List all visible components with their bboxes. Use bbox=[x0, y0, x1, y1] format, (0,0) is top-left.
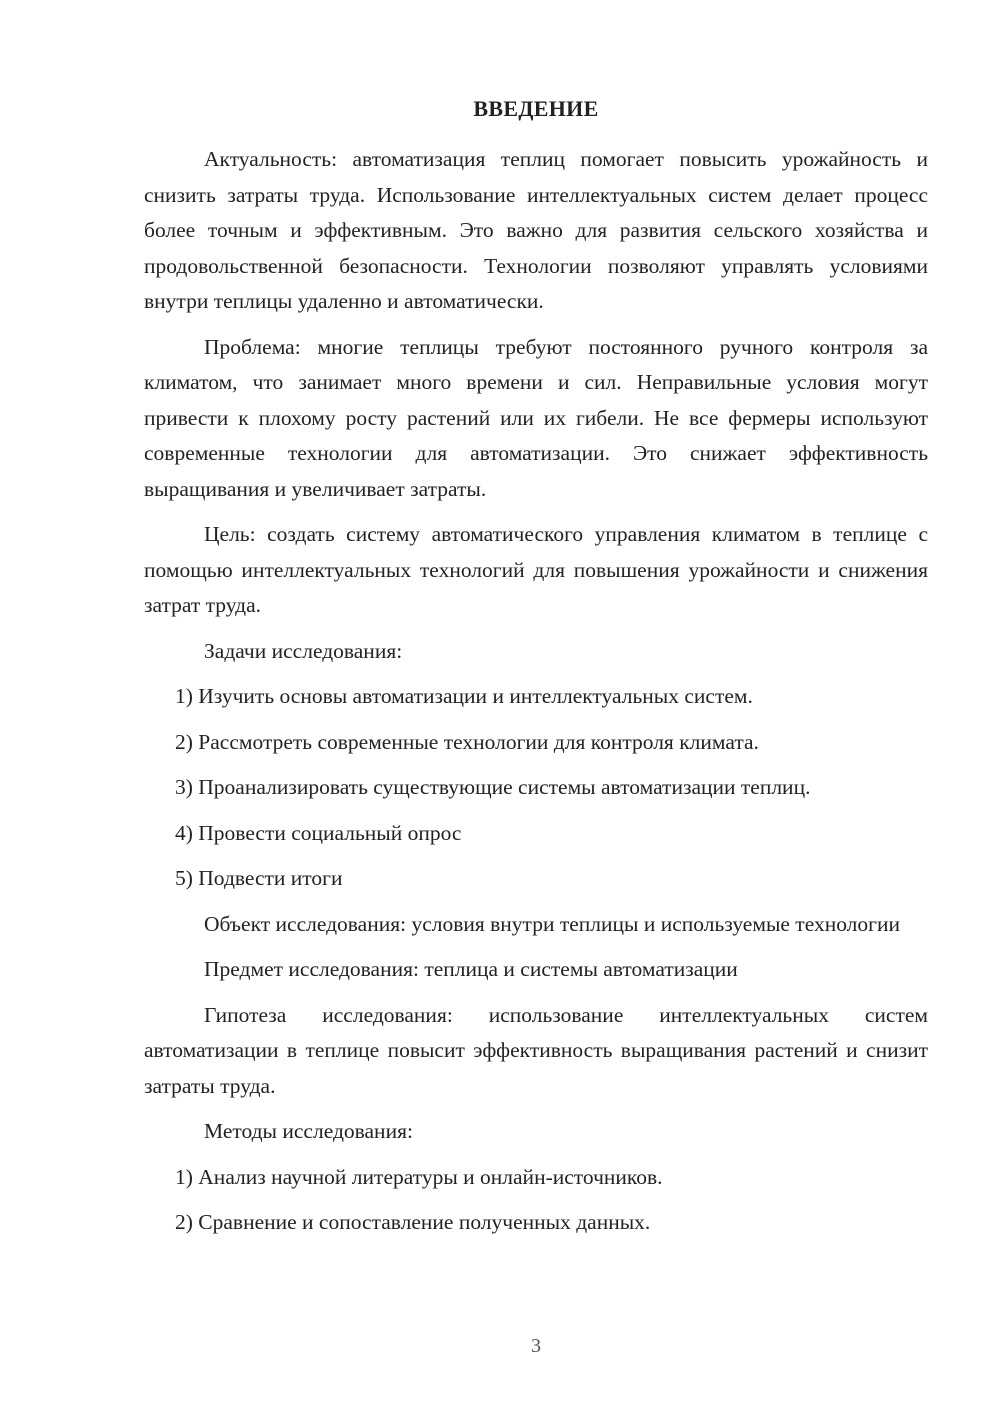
page-number: 3 bbox=[531, 1335, 541, 1357]
list-item: 4) Провести социальный опрос bbox=[175, 820, 462, 845]
methods-heading: Методы исследования: bbox=[204, 1119, 413, 1143]
page-title: ВВЕДЕНИЕ bbox=[473, 96, 599, 121]
list-item: 5) Подвести итоги bbox=[175, 866, 343, 890]
paragraph-hypothesis: Гипотеза исследования: использование интеллектуальных систем автоматизации в теплице повысит эффективность выращивания растений и снизит затраты труда. bbox=[144, 1002, 928, 1098]
tasks-heading: Задачи исследования: bbox=[204, 638, 403, 663]
paragraph-problem: Проблема: многие теплицы требуют постоянного ручного контроля за климатом, что занимает много времени и сил. Неправильные условия могут привести к плохому росту растений или их гибели. Не все фермеры используют современные технологии для автоматизации. Это снижает эффективность выращивания и увеличивает затраты. bbox=[144, 334, 928, 501]
paragraph-relevance: Актуальность: автоматизация теплиц помогает повысить урожайность и снизить затраты труда. Использование интеллектуальных систем делает процесс более точным и эффективным. Это важно для развития сельского хозяйства и продовольственной безопасности. Технологии позволяют управлять условиями внутри теплицы удаленно и автоматически. bbox=[144, 147, 928, 313]
methods-list bbox=[144, 1160, 928, 1241]
paragraph-object: Объект исследования: условия внутри теплицы и используемые технологии bbox=[204, 911, 900, 936]
list-item: 2) Сравнение и сопоставление полученных данных. bbox=[175, 1210, 651, 1234]
list-item: 3) Проанализировать существующие системы автоматизации теплиц. bbox=[175, 775, 811, 799]
list-item: 2) Рассмотреть современные технологии для контроля климата. bbox=[175, 729, 759, 754]
list-item: 1) Изучить основы автоматизации и интеллектуальных систем. bbox=[175, 684, 753, 708]
paragraph-goal: Цель: создать систему автоматического управления климатом в теплице с помощью интеллектуальных технологий для повышения урожайности и снижения затрат труда. bbox=[144, 522, 928, 617]
list-item: 1) Анализ научной литературы и онлайн-источников. bbox=[175, 1164, 663, 1189]
tasks-list bbox=[144, 679, 928, 897]
document-body bbox=[144, 142, 928, 1251]
paragraph-subject: Предмет исследования: теплица и системы автоматизации bbox=[204, 957, 738, 981]
